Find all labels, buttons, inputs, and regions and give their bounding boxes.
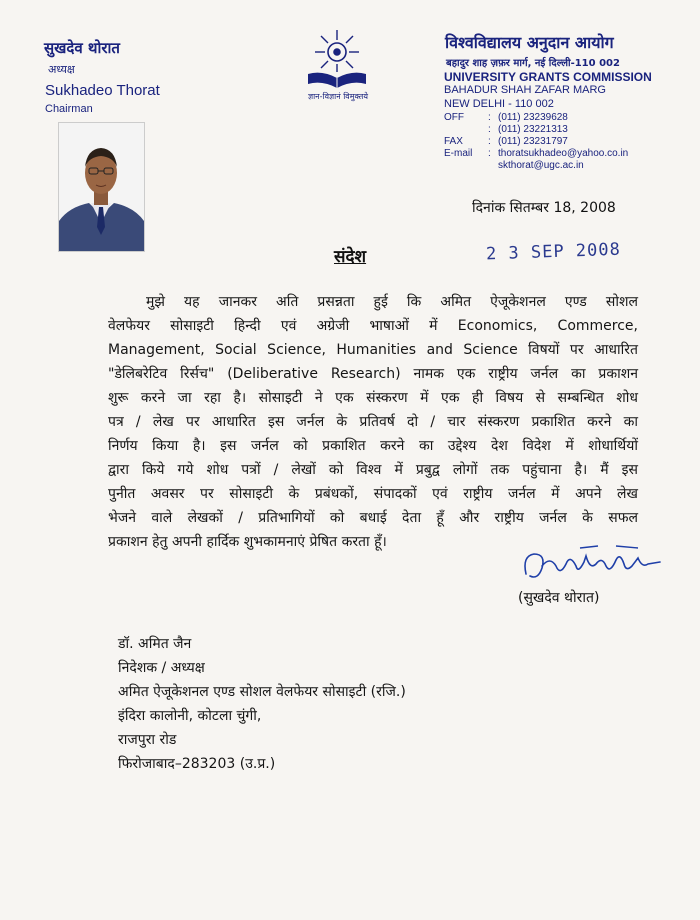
recipient-line: फिरोजाबाद–283203 (उ.प्र.)	[118, 756, 276, 772]
chairman-photo	[58, 122, 145, 252]
body-line: Management, Social Science, Humanities and Science विषयों पर आधारित	[108, 342, 638, 358]
recipient-line: राजपुरा रोड	[118, 732, 177, 748]
ugc-emblem-icon	[300, 26, 374, 92]
recipient-line: निदेशक / अध्यक्ष	[118, 660, 205, 676]
recipient-line: अमित ऐजूकेशनल एण्ड सोशल वेलफेयर सोसाइटी (रजि.)	[118, 684, 406, 700]
contact-label: E-mail	[444, 148, 473, 159]
body-line: पुनीत अवसर पर सोसाइटी के प्रबंधकों, संपादकों एवं राष्ट्रीय जर्नल में अपने लेख	[108, 486, 638, 502]
contact-value: (011) 23239628	[498, 112, 568, 123]
contact-row	[444, 160, 628, 172]
body-line: पत्र / लेख पर आधारित इस जर्नल के प्रतिवर्ष दो / चार संस्करण प्रकाशित करने का	[108, 414, 638, 430]
org-name-hindi: विश्वविद्यालय अनुदान आयोग	[445, 33, 614, 52]
contact-row	[444, 112, 628, 124]
org-address-line1: BAHADUR SHAH ZAFAR MARG	[444, 84, 606, 96]
body-line: शुरू करने जा रहा है। सोसाइटी ने एक संस्करण में एक ही विषय से सम्बन्धित शोध	[108, 390, 638, 406]
body-line: द्वारा किये गये शोध पत्रों / लेखों को विश्व में प्रबुद्व लोगों तक पहुंचाना है। मैं इस	[108, 462, 638, 478]
contact-row	[444, 148, 628, 160]
contact-colon: :	[488, 148, 491, 159]
org-address-hindi: बहादुर शाह ज़फ़र मार्ग, नई दिल्ली-110 002	[446, 58, 620, 69]
contact-value: skthorat@ugc.ac.in	[498, 160, 584, 171]
body-line: मुझे यह जानकर अति प्रसन्नता हुई कि अमित ऐजूकेशनल एण्ड सोशल	[146, 294, 638, 310]
contact-colon: :	[488, 136, 491, 147]
chairman-title-hindi: अध्यक्ष	[48, 63, 75, 76]
contact-label	[444, 160, 488, 172]
chairman-name-hindi: सुखदेव थोरात	[44, 39, 120, 57]
recipient-address	[118, 632, 406, 776]
org-address-line2: NEW DELHI - 110 002	[444, 98, 554, 110]
body-line: भेजने वाले लेखकों / प्रतिभागियों को बधाई देता हूँ और राष्ट्रीय जर्नल के सफल	[108, 510, 638, 526]
chairman-name-english: Sukhadeo Thorat	[45, 82, 160, 99]
body-line: निर्णय किया है। इस जर्नल को प्रकाशित करने का उद्देश्य देश विदेश में शोधार्थियों	[108, 438, 638, 454]
recipient-line: इंदिरा कालोनी, कोटला चुंगी,	[118, 708, 262, 724]
contact-value: thoratsukhadeo@yahoo.co.in	[498, 148, 629, 159]
chairman-title-english: Chairman	[45, 103, 93, 115]
contact-details	[444, 112, 628, 172]
contact-label: FAX	[444, 136, 463, 147]
letter-date: दिनांक सितम्बर 18, 2008	[472, 200, 616, 216]
body-line: "डेलिबरेटिव रिर्सच" (Deliberative Research) नामक एक राष्ट्रीय जर्नल का प्रकाशन	[108, 366, 638, 382]
contact-row	[444, 124, 628, 136]
contact-colon: :	[488, 124, 491, 135]
contact-value: (011) 23231797	[498, 136, 568, 147]
recipient-line: डॉ. अमित जैन	[118, 636, 192, 652]
body-line: वेलफेयर सोसाइटी हिन्दी एवं अग्रेजी भाषाओं में Economics, Commerce,	[108, 318, 638, 334]
message-title: संदेश	[334, 247, 367, 267]
contact-colon	[488, 160, 498, 172]
handwritten-signature	[520, 536, 670, 596]
contact-value: (011) 23221313	[498, 124, 568, 135]
contact-colon: :	[488, 112, 491, 123]
ugc-motto: ज्ञान-विज्ञानं विमुक्तये	[307, 92, 369, 101]
date-stamp: 2 3 SEP 2008	[485, 239, 622, 265]
message-body	[108, 290, 638, 554]
contact-label: OFF	[444, 112, 464, 123]
body-line: प्रकाशन हेतु अपनी हार्दिक शुभकामनाएं प्रेषित करता हूँ।	[108, 534, 387, 550]
contact-label	[444, 124, 488, 136]
signatory-name: (सुखदेव थोरात)	[518, 590, 600, 606]
contact-row	[444, 136, 628, 148]
org-name-english: UNIVERSITY GRANTS COMMISSION	[444, 70, 652, 84]
